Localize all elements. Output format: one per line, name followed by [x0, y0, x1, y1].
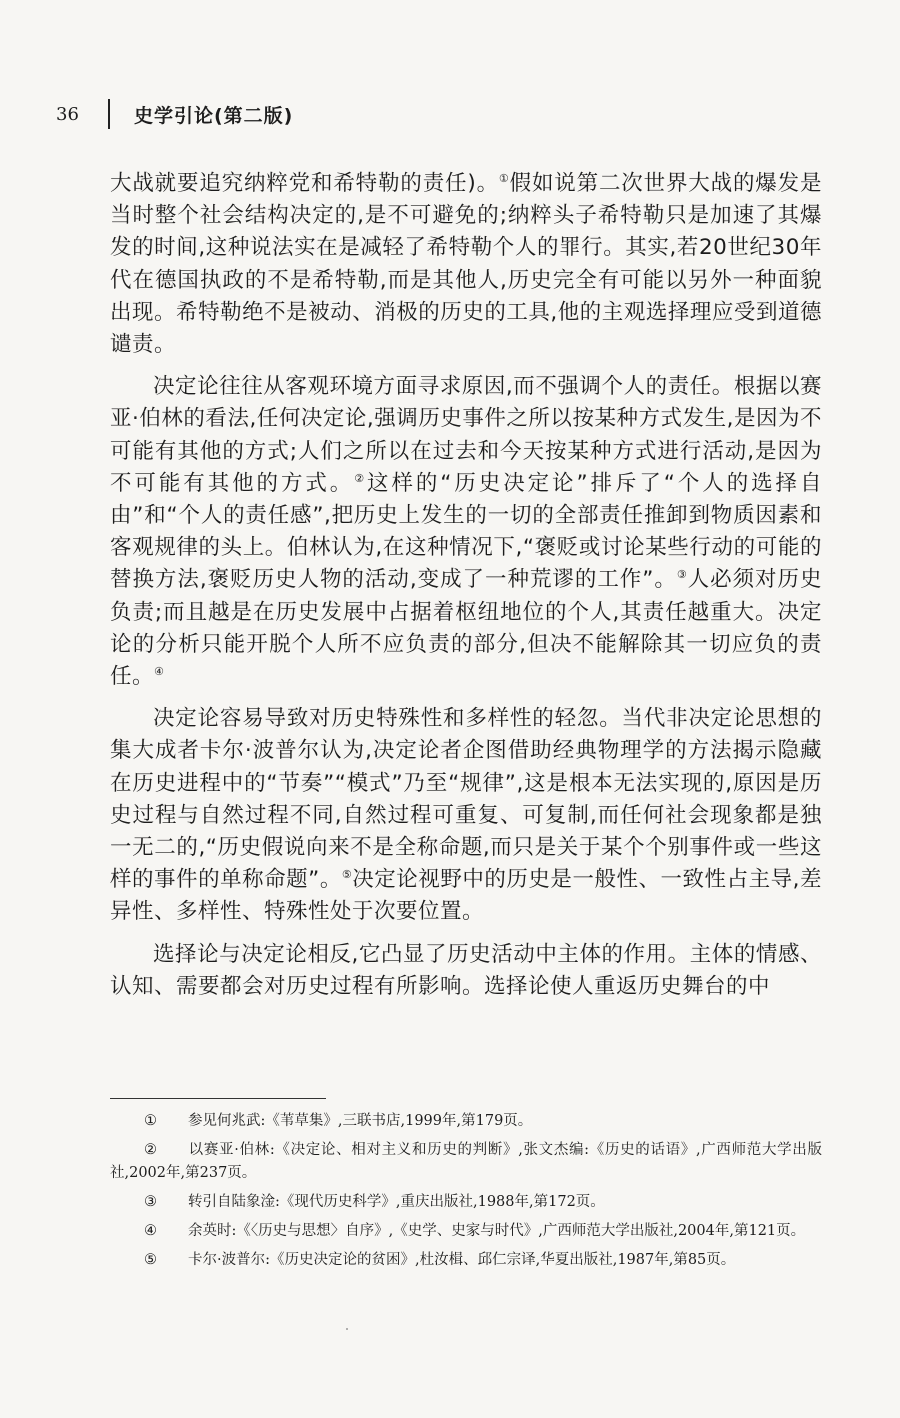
- footnote-reference[interactable]: ①: [498, 171, 510, 185]
- book-title: 史学引论(第二版): [134, 104, 294, 127]
- paragraph-text: 人必须对历史负责;而且越是在历史发展中占据着枢纽地位的个人,其责任越重大。决定论的分析只能开脱个人所不应负责的部分,但决不能解除其一切应负的责任。: [110, 567, 822, 690]
- footnote-text: 卡尔·波普尔:《历史决定论的贫困》,杜汝楫、邱仁宗译,华夏出版社,1987年,第85页。: [188, 1252, 736, 1268]
- footnote-reference[interactable]: ⑤: [341, 868, 353, 882]
- footnote-text: 以赛亚·伯林:《决定论、相对主义和历史的判断》,张文杰编:《历史的话语》,广西师范大学出版社,2002年,第237页。: [110, 1142, 822, 1181]
- footnote-item: [110, 1220, 822, 1243]
- page-speck: [346, 1328, 348, 1330]
- running-header: [56, 96, 293, 132]
- footnote-mark: ④: [144, 1223, 157, 1239]
- footnote-item: [110, 1139, 822, 1185]
- body-paragraph: [110, 371, 822, 693]
- paragraph-text: 决定论容易导致对历史特殊性和多样性的轻忽。当代非决定论思想的集大成者卡尔·波普尔认为,决定论者企图借助经典物理学的方法揭示隐藏在历史进程中的“节奏”“模式”乃至“规律”,这是根本无法实现的,原因是历史过程与自然过程不同,自然过程可重复、可复制,而任何社会现象都是独一无二的,“历史假说向来不是全称命题,而只是关于某个个别事件或一些这样的事件的单称命题”。: [110, 706, 822, 893]
- paragraph-text: 这样的“历史决定论”排斥了“个人的选择自由”和“个人的责任感”,把历史上发生的一切的全部责任推卸到物质因素和客观规律的头上。伯林认为,在这种情况下,“褒贬或讨论某些行动的可能的替换方法,褒贬历史人物的活动,变成了一种荒谬的工作”。: [110, 470, 822, 593]
- footnote-mark: ⑤: [144, 1252, 157, 1268]
- page-number: 36: [56, 103, 79, 125]
- paragraph-text: 假如说第二次世界大战的爆发是当时整个社会结构决定的,是不可避免的;纳粹头子希特勒只是加速了其爆发的时间,这种说法实在是减轻了希特勒个人的罪行。其实,若20世纪30年代在德国执政的不是希特勒,而是其他人,历史完全有可能以另外一种面貌出现。希特勒绝不是被动、消极的历史的工具,他的主观选择理应受到道德谴责。: [110, 171, 822, 358]
- footnote-reference[interactable]: ③: [676, 568, 688, 582]
- body-paragraph: [110, 168, 822, 361]
- footnotes: [110, 1110, 822, 1278]
- paragraph-text: 决定论往往从客观环境方面寻求原因,而不强调个人的责任。根据以赛亚·伯林的看法,任何决定论,强调历史事件之所以按某种方式发生,是因为不可能有其他的方式;人们之所以在过去和今天按某种方式进行活动,是因为不可能有其他的方式。: [110, 374, 822, 496]
- footnote-text: 参见何兆武:《苇草集》,三联书店,1999年,第179页。: [188, 1113, 533, 1129]
- paragraph-text: 选择论与决定论相反,它凸显了历史活动中主体的作用。主体的情感、认知、需要都会对历史过程有所影响。选择论使人重返历史舞台的中: [110, 941, 822, 999]
- footnote-reference[interactable]: ④: [154, 664, 165, 678]
- body-paragraph: [110, 703, 822, 928]
- footnote-item: [110, 1249, 822, 1272]
- footnote-text: 转引自陆象淦:《现代历史科学》,重庆出版社,1988年,第172页。: [188, 1194, 605, 1210]
- footnote-text: 余英时:《〈历史与思想〉自序》,《史学、史家与时代》,广西师范大学出版社,2004年,第121页。: [188, 1223, 806, 1239]
- paragraph-text: 大战就要追究纳粹党和希特勒的责任)。: [110, 171, 499, 196]
- footnote-mark: ①: [144, 1113, 157, 1129]
- footnote-reference[interactable]: ②: [354, 471, 368, 485]
- footnote-mark: ②: [144, 1142, 157, 1158]
- footnote-mark: ③: [144, 1194, 157, 1210]
- header-divider: [108, 99, 110, 129]
- footnote-item: [110, 1191, 822, 1214]
- body-paragraph: [110, 939, 822, 1003]
- body-text: [110, 168, 822, 1003]
- footnote-item: [110, 1110, 822, 1133]
- footnote-divider: [110, 1098, 326, 1099]
- paragraph-text: 决定论视野中的历史是一般性、一致性占主导,差异性、多样性、特殊性处于次要位置。: [110, 867, 822, 925]
